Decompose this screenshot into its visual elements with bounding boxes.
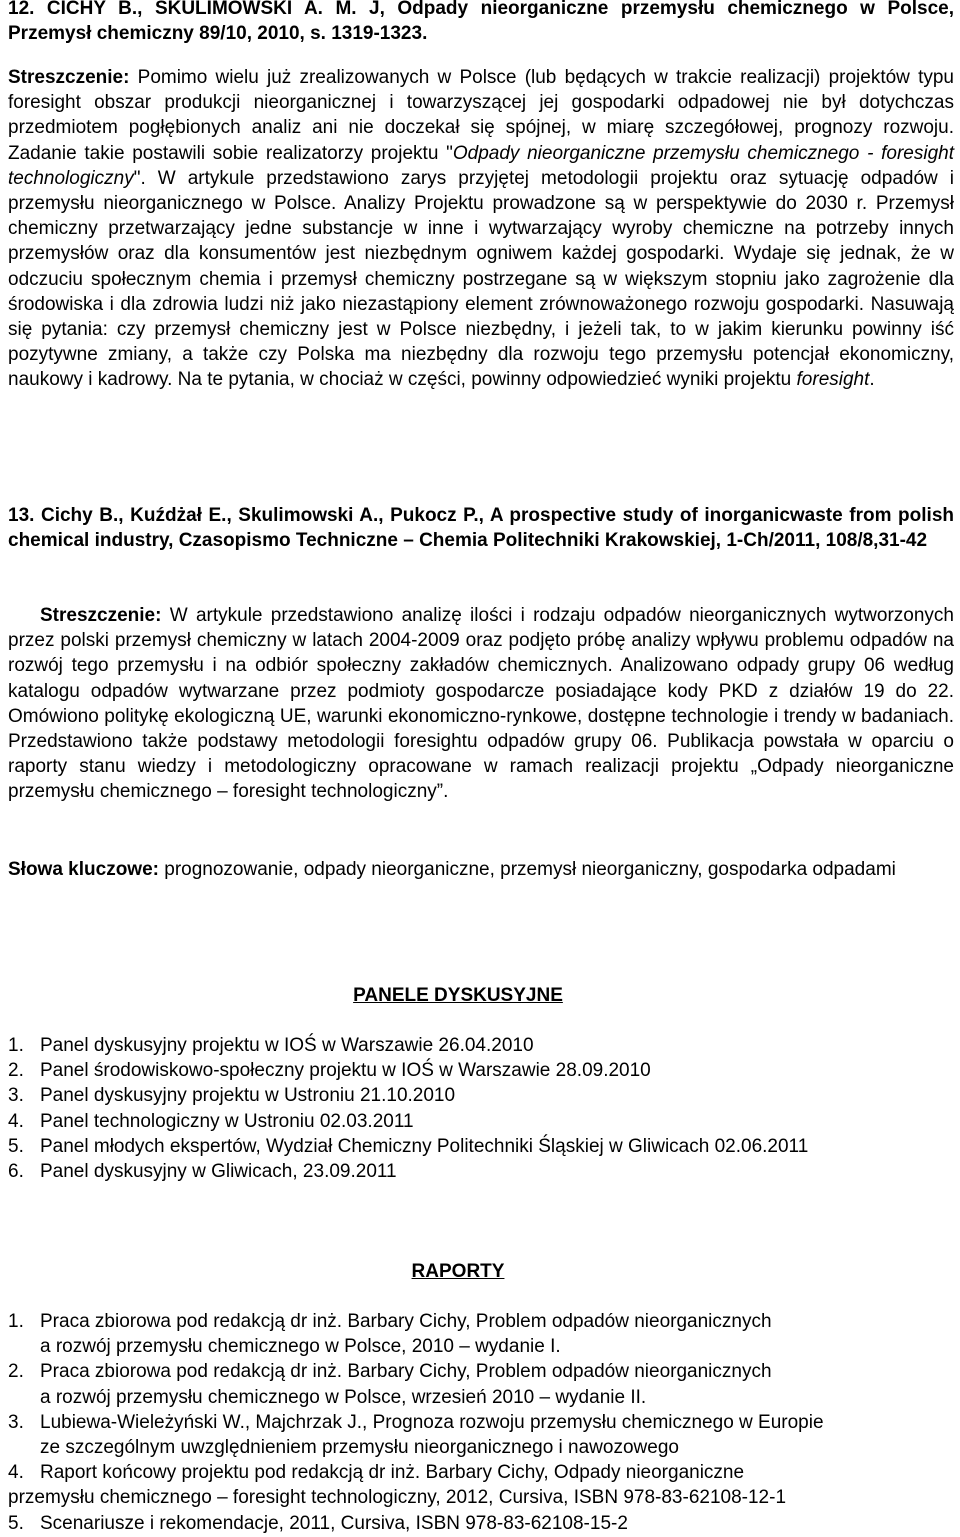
list-item: 6. Panel dyskusyjny w Gliwicach, 23.09.2011 [8, 1161, 397, 1183]
keywords [8, 857, 954, 882]
abstract-text: W artykule przedstawiono analizę ilości i rodzaju odpadów nieorganicznych wytworzonych przez polski przemysł chemiczny w latach 2004-2009 oraz podjęto próbę analizy wpływu problemu odpadów na rozwój tego przemysłu i na odbiór społeczny zakładów chemicznych. Analizowano odpady grupy 06 według katalogu odpadów wytwarzane przez podmioty gospodarcze posiadające kody PKD z działów 19 do 22. Omówiono politykę ekologiczną UE, warunki ekonomiczno-rynkowe, dostępne technologie i trendy w badaniach. Przedstawiono także podstawy metodologii foresightu odpadów grupy 06. Publikacja powstała w oparciu o raporty stanu wiedzy i metodologiczny opracowane w ramach realizacji projektu „Odpady nieorganiczne przemysłu chemicznego – foresight technologiczny”. [8, 605, 954, 803]
abstract-text-b: ". W artykule przedstawiono zarys przyjętej metodologii projektu oraz sytuację odpadów i przemysłu nieorganicznego w Polsce. Analizy Projektu prowadzone są w perspektywie do 2030 r. Przemysł chemiczny przetwarzający jedne substancje w inne i wytwarzający wyroby chemiczne na potrzeby innych przemysłów oraz dla konsumentów jest niezbędnym ogniwem każdej gospodarki. Wydaje się jednak, że w odczuciu społecznym chemia i przemysł chemiczny postrzegane są w większym stopniu jako zagrożenie dla środowiska i dla zdrowia ludzi niż jako niezastąpiony element zrównoważonego rozwoju gospodarki. Nasuwają się pytania: czy przemysł chemiczny jest w Polsce niezbędny, i jeżeli tak, to w jakim kierunku powinny iść pozytywne zmiany, a także czy Polska ma niezbędny dla rozwoju tego przemysłu potencjał ekonomiczny, naukowy i kadrowy. Na te pytania, w chociaż w części, powinny odpowiedzieć wyniki projektu [8, 167, 954, 391]
list-item: 4. Panel technologiczny w Ustroniu 02.03.2011 [8, 1110, 414, 1132]
panels-list [8, 1033, 954, 1184]
abstract-text-a: Pomimo wielu już zrealizowanych w Polsce (lub będących w trakcie realizacji) projektów typu foresight obszar produkcji nieorganicznej i towarzyszącej jej gospodarki odpadowej nie był dotychczas przedmiotem pogłębionych analiz ani nie doczekał się spójnej, w miarę szczegółowej, prognozy rozwoju. Zadanie takie postawili sobie realizatorzy projektu " [8, 67, 954, 164]
list-item: 3. Panel dyskusyjny projektu w Ustroniu 21.10.2010 [8, 1085, 456, 1107]
list-item: 2. Praca zbiorowa pod redakcją dr inż. Barbary Cichy, Problem odpadów nieorganicznych a rozwój przemysłu chemicznego w Polsce, wrzesień 2010 – wydanie II. [8, 1361, 772, 1408]
list-item: 4. Raport końcowy projektu pod redakcją dr inż. Barbary Cichy, Odpady nieorganiczne przemysłu chemicznego – foresight technologiczny, 2012, Cursiva, ISBN 978-83-62108-12-1 [8, 1462, 787, 1509]
abstract-label: Streszczenie: [40, 605, 162, 626]
list-item: 1. Praca zbiorowa pod redakcją dr inż. Barbary Cichy, Problem odpadów nieorganicznych a rozwój przemysłu chemicznego w Polsce, 2010 – wydanie I. [8, 1311, 772, 1358]
entry-12-abstract [8, 65, 954, 393]
abstract-label: Streszczenie: [8, 67, 130, 88]
keywords-text: prognozowanie, odpady nieorganiczne, przemysł nieorganiczny, gospodarka odpadami [158, 859, 896, 880]
entry-12-header: 12. CICHY B., SKULIMOWSKI A. M. J, Odpady nieorganiczne przemysłu chemicznego w Polsce, Przemysł chemiczny 89/10, 2010, s. 1319-1323. [8, 0, 954, 45]
entry-13-abstract [8, 603, 954, 805]
list-item: 2. Panel środowiskowo-społeczny projektu w IOŚ w Warszawie 28.09.2010 [8, 1060, 651, 1082]
entry-13-header: 13. Cichy B., Kuźdżał E., Skulimowski A., Pukocz P., A prospective study of inorganicwaste from polish chemical industry, Czasopismo Techniczne – Chemia Politechniki Krakowskiej, 1-Ch/2011, 108/8,31-42 [8, 505, 954, 552]
abstract-end: . [869, 369, 875, 391]
list-item: 1. Panel dyskusyjny projektu w IOŚ w Warszawie 26.04.2010 [8, 1035, 534, 1056]
list-item: 3. Lubiewa-Wieleżyński W., Majchrzak J., Prognoza rozwoju przemysłu chemicznego w Europie ze szczególnym uwzględnieniem przemysłu nieorganicznego i nawozowego [8, 1411, 824, 1459]
abstract-project-title: Odpady nieorganiczne przemysłu chemicznego - foresight technologiczny [8, 142, 954, 189]
list-item: 5. Panel młodych ekspertów, Wydział Chemiczny Politechniki Śląskiej w Gliwicach 02.06.2011 [8, 1135, 809, 1157]
panels-heading: PANELE DYSKUSYJNE [353, 985, 563, 1006]
keywords-label: Słowa kluczowe: [8, 859, 159, 880]
reports-list [8, 1309, 954, 1536]
abstract-foresight: foresight [796, 369, 870, 391]
reports-heading: RAPORTY [411, 1261, 505, 1282]
list-item: 5. Scenariusze i rekomendacje, 2011, Cursiva, ISBN 978-83-62108-15-2 [8, 1512, 628, 1534]
